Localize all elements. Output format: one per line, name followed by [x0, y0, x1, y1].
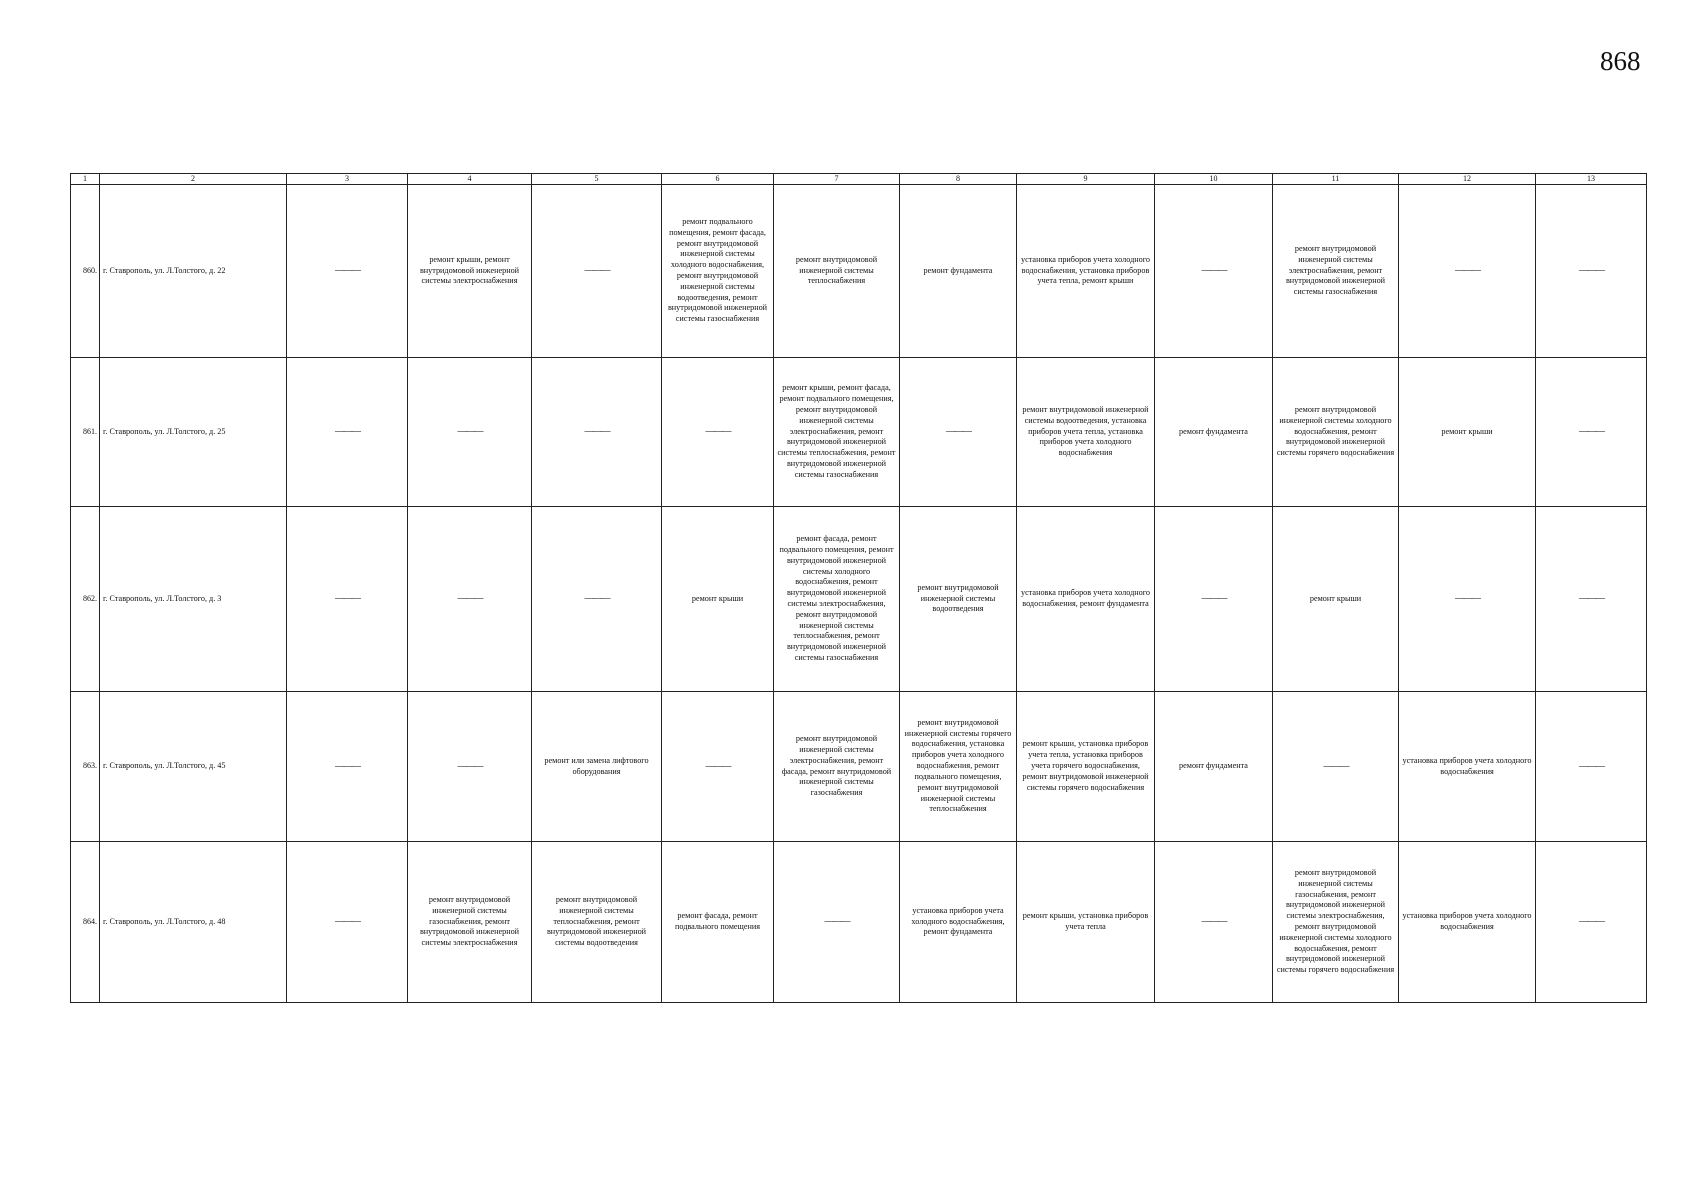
table-cell: ремонт внутридомовой инженерной системы газоснабжения, ремонт внутридомовой инженерной системы электроснабжения, ремонт внутридомовой инженерной системы холодного водоснабжения, ремонт внутридомовой инженерной системы горячего водоснабжения: [1273, 842, 1399, 1003]
page-number: 868: [1600, 46, 1641, 76]
table-cell: ———: [1536, 842, 1647, 1003]
table-cell: ремонт крыши: [1399, 358, 1536, 507]
column-header: 8: [900, 174, 1017, 185]
table-cell: ремонт внутридомовой инженерной системы водоотведения, установка приборов учета тепла, установка приборов учета холодного водоснабжения: [1017, 358, 1155, 507]
row-number: 864.: [71, 842, 100, 1003]
table-cell: ремонт подвального помещения, ремонт фасада, ремонт внутридомовой инженерной системы холодного водоснабжения, ремонт внутридомовой инженерной системы водоотведения, ремонт внутридомовой инженерной системы газоснабжения: [662, 185, 774, 358]
table-cell: ———: [1155, 185, 1273, 358]
table-cell: ———: [662, 692, 774, 842]
column-header: 3: [287, 174, 408, 185]
column-header: 13: [1536, 174, 1647, 185]
row-number: 862.: [71, 507, 100, 692]
table-cell: ———: [1536, 185, 1647, 358]
table-cell: ремонт внутридомовой инженерной системы электроснабжения, ремонт фасада, ремонт внутридомовой инженерной системы газоснабжения: [774, 692, 900, 842]
table-cell: ремонт крыши, ремонт внутридомовой инженерной системы электроснабжения: [408, 185, 532, 358]
table-cell: ———: [774, 842, 900, 1003]
table-cell: ———: [662, 358, 774, 507]
table-cell: ———: [287, 692, 408, 842]
table-cell: ———: [900, 358, 1017, 507]
table-cell: ремонт крыши, ремонт фасада, ремонт подвального помещения, ремонт внутридомовой инженерной системы электроснабжения, ремонт внутридомовой инженерной системы теплоснабжения, ремонт внутридомовой инженерной системы газоснабжения: [774, 358, 900, 507]
table-cell: ———: [1155, 842, 1273, 1003]
table-cell: ремонт внутридомовой инженерной системы горячего водоснабжения, установка приборов учета холодного водоснабжения, ремонт подвального помещения, ремонт внутридомовой инженерной системы теплоснабжения: [900, 692, 1017, 842]
table-cell: ремонт крыши: [662, 507, 774, 692]
table-cell: ремонт фундамента: [1155, 358, 1273, 507]
table-cell: установка приборов учета холодного водоснабжения, установка приборов учета тепла, ремонт крыши: [1017, 185, 1155, 358]
table-cell: ремонт крыши, установка приборов учета тепла: [1017, 842, 1155, 1003]
table-cell: ———: [532, 507, 662, 692]
column-header: 12: [1399, 174, 1536, 185]
table-cell: ———: [1536, 358, 1647, 507]
table-row: [71, 692, 1647, 842]
table-cell: ———: [408, 507, 532, 692]
table-row: [71, 842, 1647, 1003]
column-header: 4: [408, 174, 532, 185]
address-cell: г. Ставрополь, ул. Л.Толстого, д. 48: [100, 842, 287, 1003]
table-cell: ремонт внутридомовой инженерной системы холодного водоснабжения, ремонт внутридомовой инженерной системы горячего водоснабжения: [1273, 358, 1399, 507]
table-cell: ремонт фундамента: [1155, 692, 1273, 842]
column-header: 9: [1017, 174, 1155, 185]
table-cell: ремонт крыши, установка приборов учета тепла, установка приборов учета горячего водоснабжения, ремонт внутридомовой инженерной системы горячего водоснабжения: [1017, 692, 1155, 842]
row-number: 861.: [71, 358, 100, 507]
table-cell: ———: [287, 507, 408, 692]
table-cell: ремонт внутридомовой инженерной системы газоснабжения, ремонт внутридомовой инженерной системы электроснабжения: [408, 842, 532, 1003]
column-header: 6: [662, 174, 774, 185]
table-row: [71, 185, 1647, 358]
column-number-row: [71, 174, 1647, 185]
table-cell: ———: [1399, 507, 1536, 692]
table-cell: ремонт фасада, ремонт подвального помещения, ремонт внутридомовой инженерной системы холодного водоснабжения, ремонт внутридомовой инженерной системы электроснабжения, ремонт внутридомовой инженерной системы теплоснабжения, ремонт внутридомовой инженерной системы газоснабжения: [774, 507, 900, 692]
table-cell: ———: [1399, 185, 1536, 358]
table-cell: ———: [532, 358, 662, 507]
address-cell: г. Ставрополь, ул. Л.Толстого, д. 22: [100, 185, 287, 358]
row-number: 863.: [71, 692, 100, 842]
column-header: 2: [100, 174, 287, 185]
table-cell: ремонт фасада, ремонт подвального помещения: [662, 842, 774, 1003]
table-row: [71, 507, 1647, 692]
table-cell: ———: [532, 185, 662, 358]
table-cell: ———: [287, 842, 408, 1003]
column-header: 7: [774, 174, 900, 185]
address-cell: г. Ставрополь, ул. Л.Толстого, д. 45: [100, 692, 287, 842]
column-header: 11: [1273, 174, 1399, 185]
table-cell: ремонт фундамента: [900, 185, 1017, 358]
column-header: 10: [1155, 174, 1273, 185]
column-header: 1: [71, 174, 100, 185]
table-cell: ремонт или замена лифтового оборудования: [532, 692, 662, 842]
table-cell: установка приборов учета холодного водоснабжения: [1399, 692, 1536, 842]
table-cell: ———: [1273, 692, 1399, 842]
column-header: 5: [532, 174, 662, 185]
address-cell: г. Ставрополь, ул. Л.Толстого, д. 3: [100, 507, 287, 692]
repair-schedule-table: [70, 173, 1647, 1003]
table-cell: ———: [408, 692, 532, 842]
table-row: [71, 358, 1647, 507]
table-cell: ремонт внутридомовой инженерной системы теплоснабжения: [774, 185, 900, 358]
table-cell: установка приборов учета холодного водоснабжения, ремонт фундамента: [900, 842, 1017, 1003]
row-number: 860.: [71, 185, 100, 358]
table-cell: ———: [1155, 507, 1273, 692]
table-cell: установка приборов учета холодного водоснабжения, ремонт фундамента: [1017, 507, 1155, 692]
table-cell: ———: [1536, 692, 1647, 842]
table-cell: ремонт внутридомовой инженерной системы водоотведения: [900, 507, 1017, 692]
table-cell: ремонт крыши: [1273, 507, 1399, 692]
table-cell: ———: [1536, 507, 1647, 692]
table-cell: ремонт внутридомовой инженерной системы теплоснабжения, ремонт внутридомовой инженерной системы водоотведения: [532, 842, 662, 1003]
table-cell: ———: [287, 185, 408, 358]
address-cell: г. Ставрополь, ул. Л.Толстого, д. 25: [100, 358, 287, 507]
table-cell: установка приборов учета холодного водоснабжения: [1399, 842, 1536, 1003]
table-cell: ремонт внутридомовой инженерной системы электроснабжения, ремонт внутридомовой инженерной системы газоснабжения: [1273, 185, 1399, 358]
table-cell: ———: [408, 358, 532, 507]
table-cell: ———: [287, 358, 408, 507]
